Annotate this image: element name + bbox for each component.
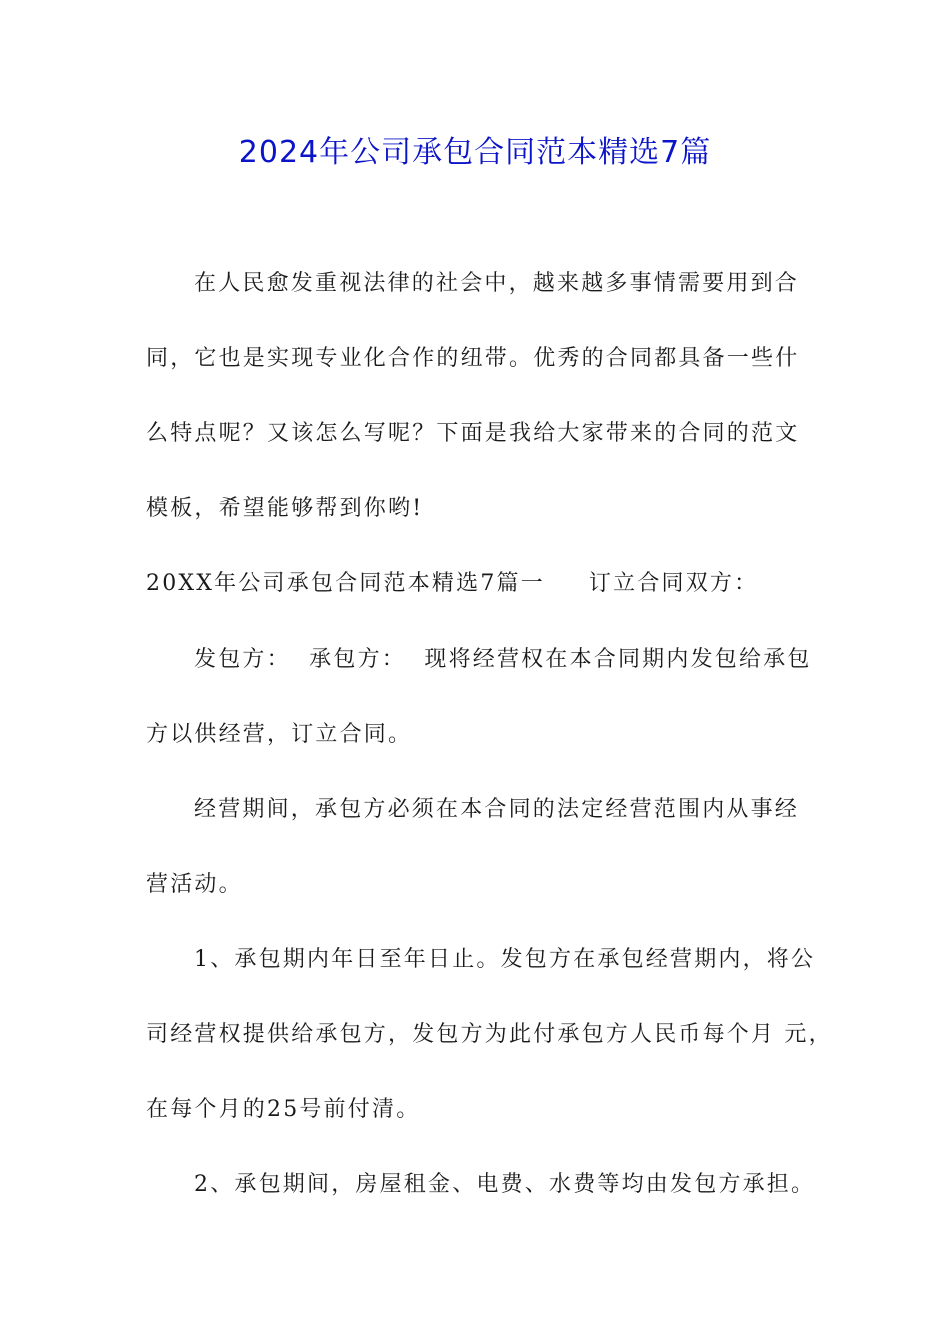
paragraph-line: 么特点呢？又该怎么写呢？下面是我给大家带来的合同的范文: [146, 421, 800, 446]
paragraph-line: 发包方： 承包方： 现将经营权在本合同期内发包给承包: [194, 647, 812, 672]
paragraph-line: 在人民愈发重视法律的社会中，越来越多事情需要用到合: [194, 271, 800, 296]
section-heading: 20XX年公司承包合同范本精选7篇一: [146, 571, 545, 596]
paragraph-line: 2、承包期间，房屋租金、电费、水费等均由发包方承担。: [194, 1172, 816, 1197]
paragraph-line: 司经营权提供给承包方，发包方为此付承包方人民币每个月 元，: [146, 1022, 833, 1047]
paragraph-line: 经营期间，承包方必须在本合同的法定经营范围内从事经: [194, 797, 800, 822]
paragraph-line: 在每个月的25号前付清。: [146, 1097, 421, 1122]
section-heading-line: [146, 564, 758, 604]
paragraph-line: 1、承包期内年日至年日止。发包方在承包经营期内，将公: [194, 947, 816, 972]
document-title: 2024年公司承包合同范本精选7篇: [238, 135, 712, 170]
paragraph-line: 营活动。: [146, 872, 243, 897]
paragraph-line: 同，它也是实现专业化合作的纽带。优秀的合同都具备一些什: [146, 346, 800, 371]
paragraph-line: 方以供经营，订立合同。: [146, 722, 413, 747]
paragraph-line: 模板，希望能够帮到你哟!: [146, 496, 424, 521]
parties-label: 订立合同双方：: [588, 571, 759, 596]
